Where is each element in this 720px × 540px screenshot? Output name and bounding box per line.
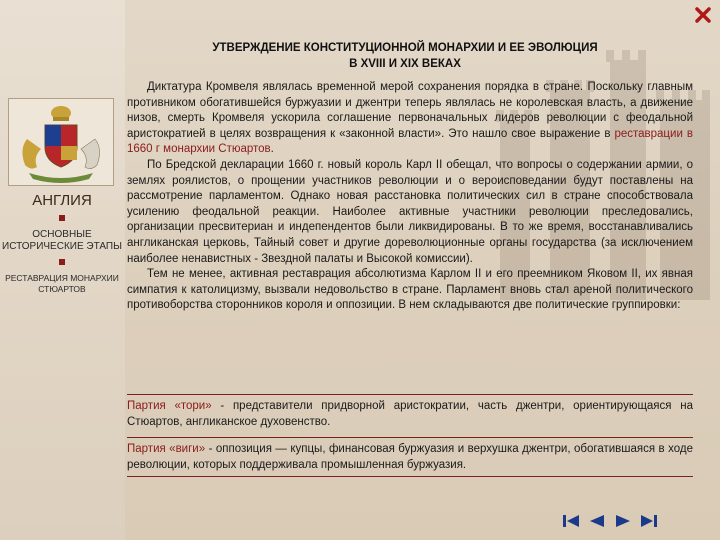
page-title-line1: УТВЕРЖДЕНИЕ КОНСТИТУЦИОННОЙ МОНАРХИИ И ЕЕ ЭВОЛЮЦИЯ <box>212 42 598 54</box>
paragraph-text: Диктатура Кромвеля являлась временной мерой сохранения порядка в стране. Поскольку главным противником обогатившейся буржуазии и джентри теперь являлась не королевская власть, а движение низов, смерть Кромвеля ускорила соглашение первоначальных лидеров революции с феодальной аристократией в целях возвращения к «законной власти». Это нашло свое выражение в <box>127 81 693 140</box>
whig-party-name: Партия «виги» <box>127 443 206 455</box>
sidebar-country-title: АНГЛИЯ <box>32 192 92 209</box>
highlight-restoration: реставрации в 1660 г монархии Стюартов <box>127 127 693 156</box>
divider <box>127 476 693 477</box>
next-slide-button[interactable] <box>612 512 634 530</box>
sidebar <box>0 192 124 295</box>
prev-slide-button[interactable] <box>586 512 608 530</box>
tory-party-block <box>127 394 693 430</box>
close-button[interactable] <box>692 4 714 26</box>
first-slide-button[interactable] <box>560 512 582 530</box>
sidebar-item-stuart-restoration[interactable]: РЕСТАВРАЦИЯ МОНАРХИИ СТЮАРТОВ <box>5 273 119 294</box>
paragraph-end: . <box>270 143 274 156</box>
prev-icon <box>587 513 607 529</box>
sidebar-item-historical-stages[interactable]: ОСНОВНЫЕ ИСТОРИЧЕСКИЕ ЭТАПЫ <box>2 229 122 252</box>
close-icon <box>695 7 711 23</box>
divider <box>127 394 693 395</box>
page-title <box>130 40 680 72</box>
paragraph-breda: По Бредской декларации 1660 г. новый король Карл II обещал, что вопросы о содержании армии, о землях роялистов, о прощении участников революции и о вероисповедании будут поставлены на рассмотрение парламентом. Однако новая расстановка политических сил в стране способствовала усилению феодальной реакции. Наиболее активные участники революции преследовались, организации пресвитериан и индепендентов были ликвидированы. В то же время, восстанавливались англиканская церковь, Тайный совет и другие дореволюционные органы государства (за исключением наиболее ненавистных - Звездной палаты и Высокой комиссии). <box>127 158 693 265</box>
slide-navigation <box>560 512 660 530</box>
paragraph-parties-intro: Тем не менее, активная реставрация абсолютизма Карлом II и его преемником Яковом II, их явная симпатия к католицизму, вызвали недовольство в стране. Парламент вновь стал ареной политического противоборства сторонников короля и оппозиции. В нем складываются две политические группировки: <box>127 268 693 312</box>
bullet-icon <box>59 215 65 221</box>
main-text <box>127 80 693 314</box>
coat-of-arms <box>9 99 113 185</box>
divider <box>127 437 693 438</box>
last-icon <box>639 513 659 529</box>
last-slide-button[interactable] <box>638 512 660 530</box>
next-icon <box>613 513 633 529</box>
paragraph-cromwell <box>127 80 693 158</box>
page-title-line2: В XVIII И XIX ВЕКАХ <box>349 58 461 70</box>
whig-party-block <box>127 437 693 477</box>
first-icon <box>561 513 581 529</box>
coat-of-arms-image <box>8 98 114 186</box>
tory-party-name: Партия «тори» <box>127 400 212 412</box>
tory-party-text: - представители придворной аристократии, часть джентри, ориентирующаяся на Стюартов, англиканское духовенство. <box>127 400 694 428</box>
whig-party-text: - оппозиция — купцы, финансовая буржуазия и верхушка джентри, обогатившаяся в ходе революции, которых поддерживала промышленная буржуазия. <box>127 443 693 471</box>
bullet-icon <box>59 259 65 265</box>
